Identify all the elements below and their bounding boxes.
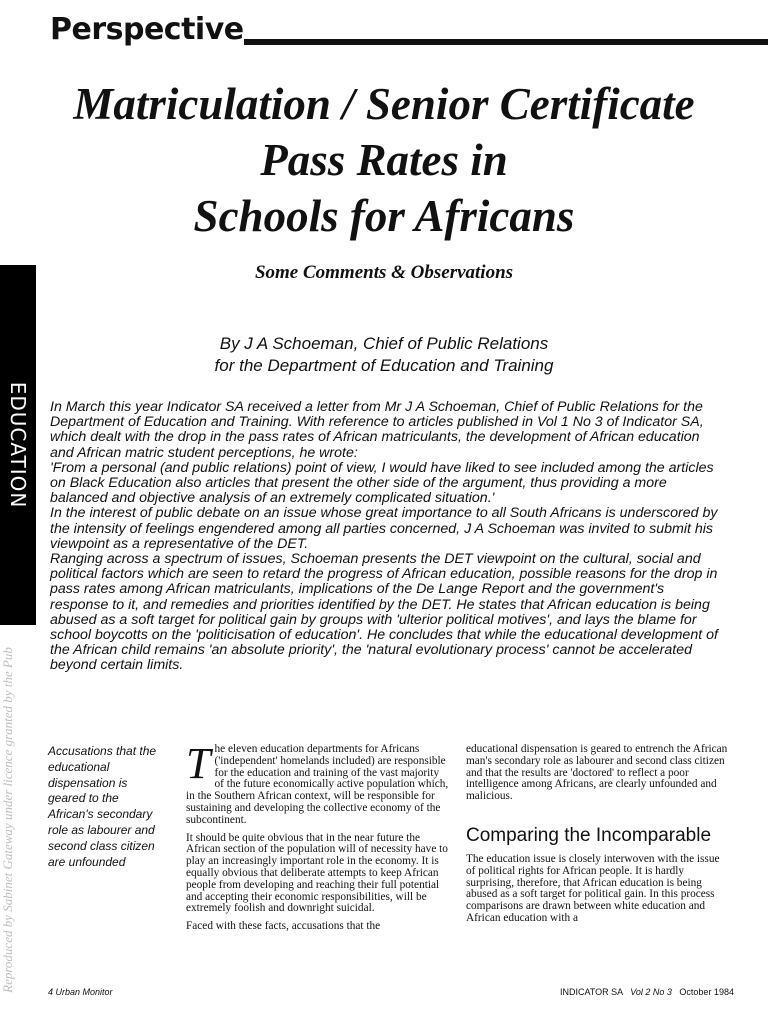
intro-paragraph: 'From a personal (and public relations) point of view, I would have liked to see included among the articles on Black Education also articles that present the other side of the argument, thus providing a more balanced and objective analysis of an extremely complicated situation.'	[50, 459, 714, 507]
footer-issue: Vol 2 No 3	[630, 987, 672, 997]
intro-block	[50, 400, 720, 674]
pull-quote: Accusations that the educational dispensation is geared to the African's secondary role as labourer and second class citizen are unfounded	[48, 744, 157, 869]
footer-left: 4 Urban Monitor	[48, 987, 113, 997]
intro-paragraph: In the interest of public debate on an issue whose great importance to all South Africans is underscored by the intensity of feelings engendered among all parties concerned, J A Schoeman was invited to submit his viewpoint as a representative of the DET.	[50, 505, 718, 552]
body-paragraph-text: he eleven education departments for Africans ('independent' homelands included) are responsible for the education and training of the vast majority of the future economically active population which, in the Southern African context, will be responsible for sustaining and developing the collective economy of the subcontinent.	[186, 743, 449, 826]
intro-paragraph: Ranging across a spectrum of issues, Schoeman presents the DET viewpoint on the cultural, social and political factors which are seen to retard the progress of African education, possible reasons for the drop in pass rates among African matriculants, implications of the De Lange Report and the government's response to it, and remedies and priorities identified by the DET. He states that African education is being abused as a soft target for political gain by groups with 'ulterior political motives', and lays the blame for school boycotts on the 'politicisation of education'. He concludes that while the educational development of the African child remains 'an absolute priority', the 'natural evolutionary process' cannot be accelerated beyond certain limits.	[50, 551, 718, 674]
intro-paragraph: In March this year Indicator SA received a letter from Mr J A Schoeman, Chief of Public Relations for the Department of Education and Training. With reference to articles published in Vol 1 No 3 of Indicator SA, which dealt with the drop in the pass rates of African matriculants, the development of African education and African matric student perceptions, he wrote:	[50, 399, 704, 461]
body-paragraph: Faced with these facts, accusations that the	[186, 920, 381, 933]
body-paragraph: The education issue is closely interwoven with the issue of political rights for African people. It is hardly surprising, therefore, that African education is being abused as a soft target for political gain. In this process comparisons are drawn between white education and African education with a	[466, 852, 720, 924]
article-title-line-3: Schools for Africans	[193, 191, 575, 241]
byline-line-2: for the Department of Education and Training	[214, 356, 554, 375]
body-paragraph: educational dispensation is geared to entrench the African man's secondary role as labourer and second class citizen and that the results are 'doctored' to reflect a poor intelligence among Africans, are clearly unfounded and malicious.	[466, 743, 728, 803]
drop-cap: T	[186, 739, 211, 788]
body-paragraph: It should be quite obvious that in the near future the African section of the population will of necessity have to play an increasingly important role in the economy. It is equally obvious that deliberate attempts to keep African people from developing and reaching their full potential and accepting their economic responsibilities, will be extremely foolish and downright suicidal.	[186, 831, 448, 915]
section-label: Perspective	[50, 12, 244, 47]
byline-line-1: By J A Schoeman, Chief of Public Relations	[219, 334, 549, 353]
footer-right	[560, 987, 734, 997]
article-title-line-2: Pass Rates in	[260, 135, 508, 185]
watermark: Reproduced by Sabinet Gateway under licence granted by the Pub	[0, 647, 15, 993]
sidebar-label: EDUCATION	[6, 381, 30, 509]
article-title-line-1: Matriculation / Senior Certificate	[73, 79, 695, 129]
section-rule	[244, 39, 768, 45]
section-heading: Comparing the Incomparable	[466, 824, 712, 846]
footer-date: October 1984	[679, 987, 734, 997]
footer-publication: INDICATOR SA	[560, 987, 623, 997]
body-paragraph	[186, 739, 450, 827]
body-column-3	[466, 744, 728, 931]
article-subtitle: Some Comments & Observations	[254, 262, 514, 283]
body-column-2	[186, 739, 450, 939]
